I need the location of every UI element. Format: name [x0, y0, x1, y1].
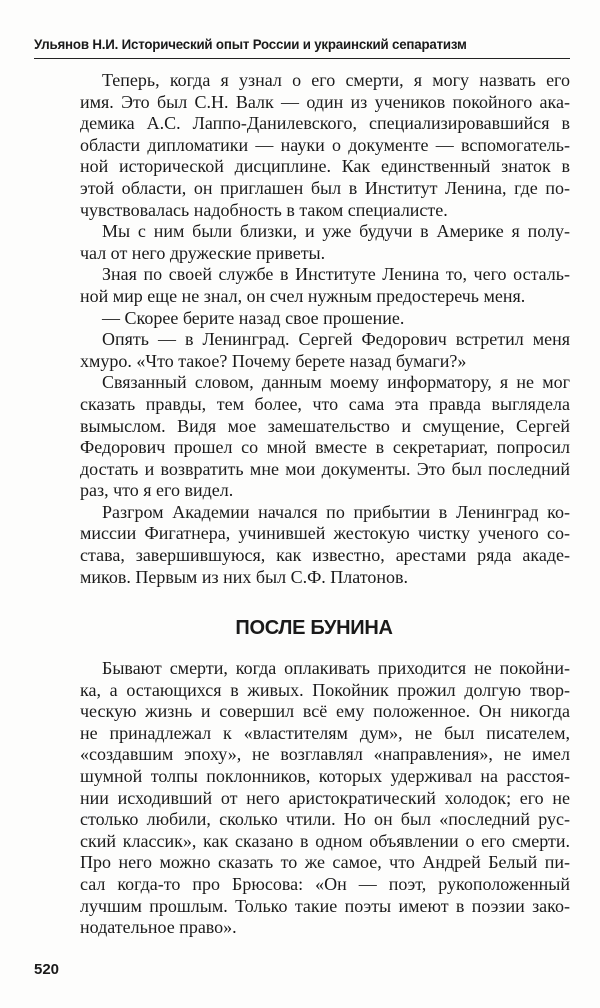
text-line: миссии Фигатнера, учинившей жестокую чистку ученого со-	[80, 523, 570, 544]
text-line: — Скорее берите назад свое прошение.	[102, 307, 405, 328]
text-line: хмуро. «Что такое? Почему берете назад бумаги?»	[80, 350, 467, 371]
running-header: Ульянов Н.И. Исторический опыт России и украинский сепаратизм	[34, 36, 467, 52]
text-line: миков. Первым из них был С.Ф. Платонов.	[80, 566, 409, 587]
text-line: Разгром Академии начался по прибытии в Ленинград ко-	[102, 501, 570, 522]
section2-body	[58, 658, 570, 939]
page-number: 520	[34, 961, 60, 978]
text-line: шумной толпы поклонников, которых удерживал на расстоя-	[80, 765, 570, 786]
text-line: ка, а остающихся в живых. Покойник прожил долгую твор-	[80, 679, 570, 700]
text-line: столько любили, сколько чтили. Но он был «последний рус-	[80, 809, 570, 830]
text-line: ческую жизнь и совершил всё ему положенное. Он никогда	[80, 701, 570, 722]
text-line: Зная по своей службе в Институте Ленина то, чего осталь-	[102, 264, 570, 285]
text-line: Федорович прошел со мной вместе в секретариат, попросил	[80, 437, 570, 458]
text-line: ной мир еще не знал, он счел нужным предостеречь меня.	[80, 285, 526, 306]
text-line: сказать правды, тем более, что сама эта правда выглядела	[80, 393, 570, 414]
paragraph	[58, 502, 570, 588]
text-line: этой области, он приглашен был в Институт Ленина, где по-	[80, 177, 570, 198]
paragraph	[58, 221, 570, 264]
paragraph	[58, 372, 570, 502]
text-line: не принадлежал к «властителям дум», не был писателем,	[80, 722, 570, 743]
text-line: Связанный словом, данным моему информатору, я не мог	[102, 372, 570, 393]
text-line: чал от него дружеские приветы.	[80, 242, 326, 263]
section-title: ПОСЛЕ БУНИНА	[235, 617, 393, 639]
header-rule	[34, 58, 570, 59]
text-line: достать и возвратить мне мои документы. Это был последний	[80, 458, 570, 479]
text-line: Опять — в Ленинград. Сергей Федорович встретил меня	[102, 329, 570, 350]
paragraph	[58, 264, 570, 307]
text-line: лучшим прошлым. Только такие поэты имеют в поэзии зако-	[80, 895, 570, 916]
text-line: Теперь, когда я узнал о его смерти, я могу назвать его	[102, 70, 570, 90]
text-line: нии исходивший от него аристократический холодок; его не	[80, 787, 570, 808]
paragraph	[58, 308, 570, 330]
text-line: демика А.С. Лаппо-Данилевского, специализировавшийся в	[80, 113, 570, 134]
paragraph	[58, 70, 570, 221]
paragraph	[58, 658, 570, 939]
text-line: «создавшим эпоху», не возглавлял «направления», не имел	[80, 744, 570, 765]
text-line: ной исторической дисциплине. Как единственный знаток в	[80, 156, 570, 177]
text-line: сал когда-то про Брюсова: «Он — поэт, рукоположенный	[80, 873, 570, 894]
text-line: ский классик», как сказано в одном объявлении о его смерти.	[80, 830, 570, 851]
text-line: раз, что я его видел.	[80, 480, 234, 501]
text-line: Бывают смерти, когда оплакивать приходится не покойни-	[102, 658, 570, 678]
text-line: Мы с ним были близки, и уже будучи в Америке я полу-	[102, 221, 570, 242]
text-line: области дипломатики — науки о документе — вспомогатель-	[80, 134, 570, 155]
text-line: чувствовалась надобность в таком специалисте.	[80, 199, 448, 220]
paragraph	[58, 329, 570, 372]
text-line: вымыслом. Видя мое замешательство и смущение, Сергей	[80, 415, 570, 436]
text-line: става, завершившуюся, как известно, арестами ряда акаде-	[80, 545, 570, 566]
text-line: Про него можно сказать то же самое, что Андрей Белый пи-	[80, 852, 570, 873]
text-line: нодательное право».	[80, 917, 237, 938]
text-line: имя. Это был С.Н. Валк — один из учеников покойного ака-	[80, 91, 570, 112]
section1-body	[58, 70, 570, 588]
